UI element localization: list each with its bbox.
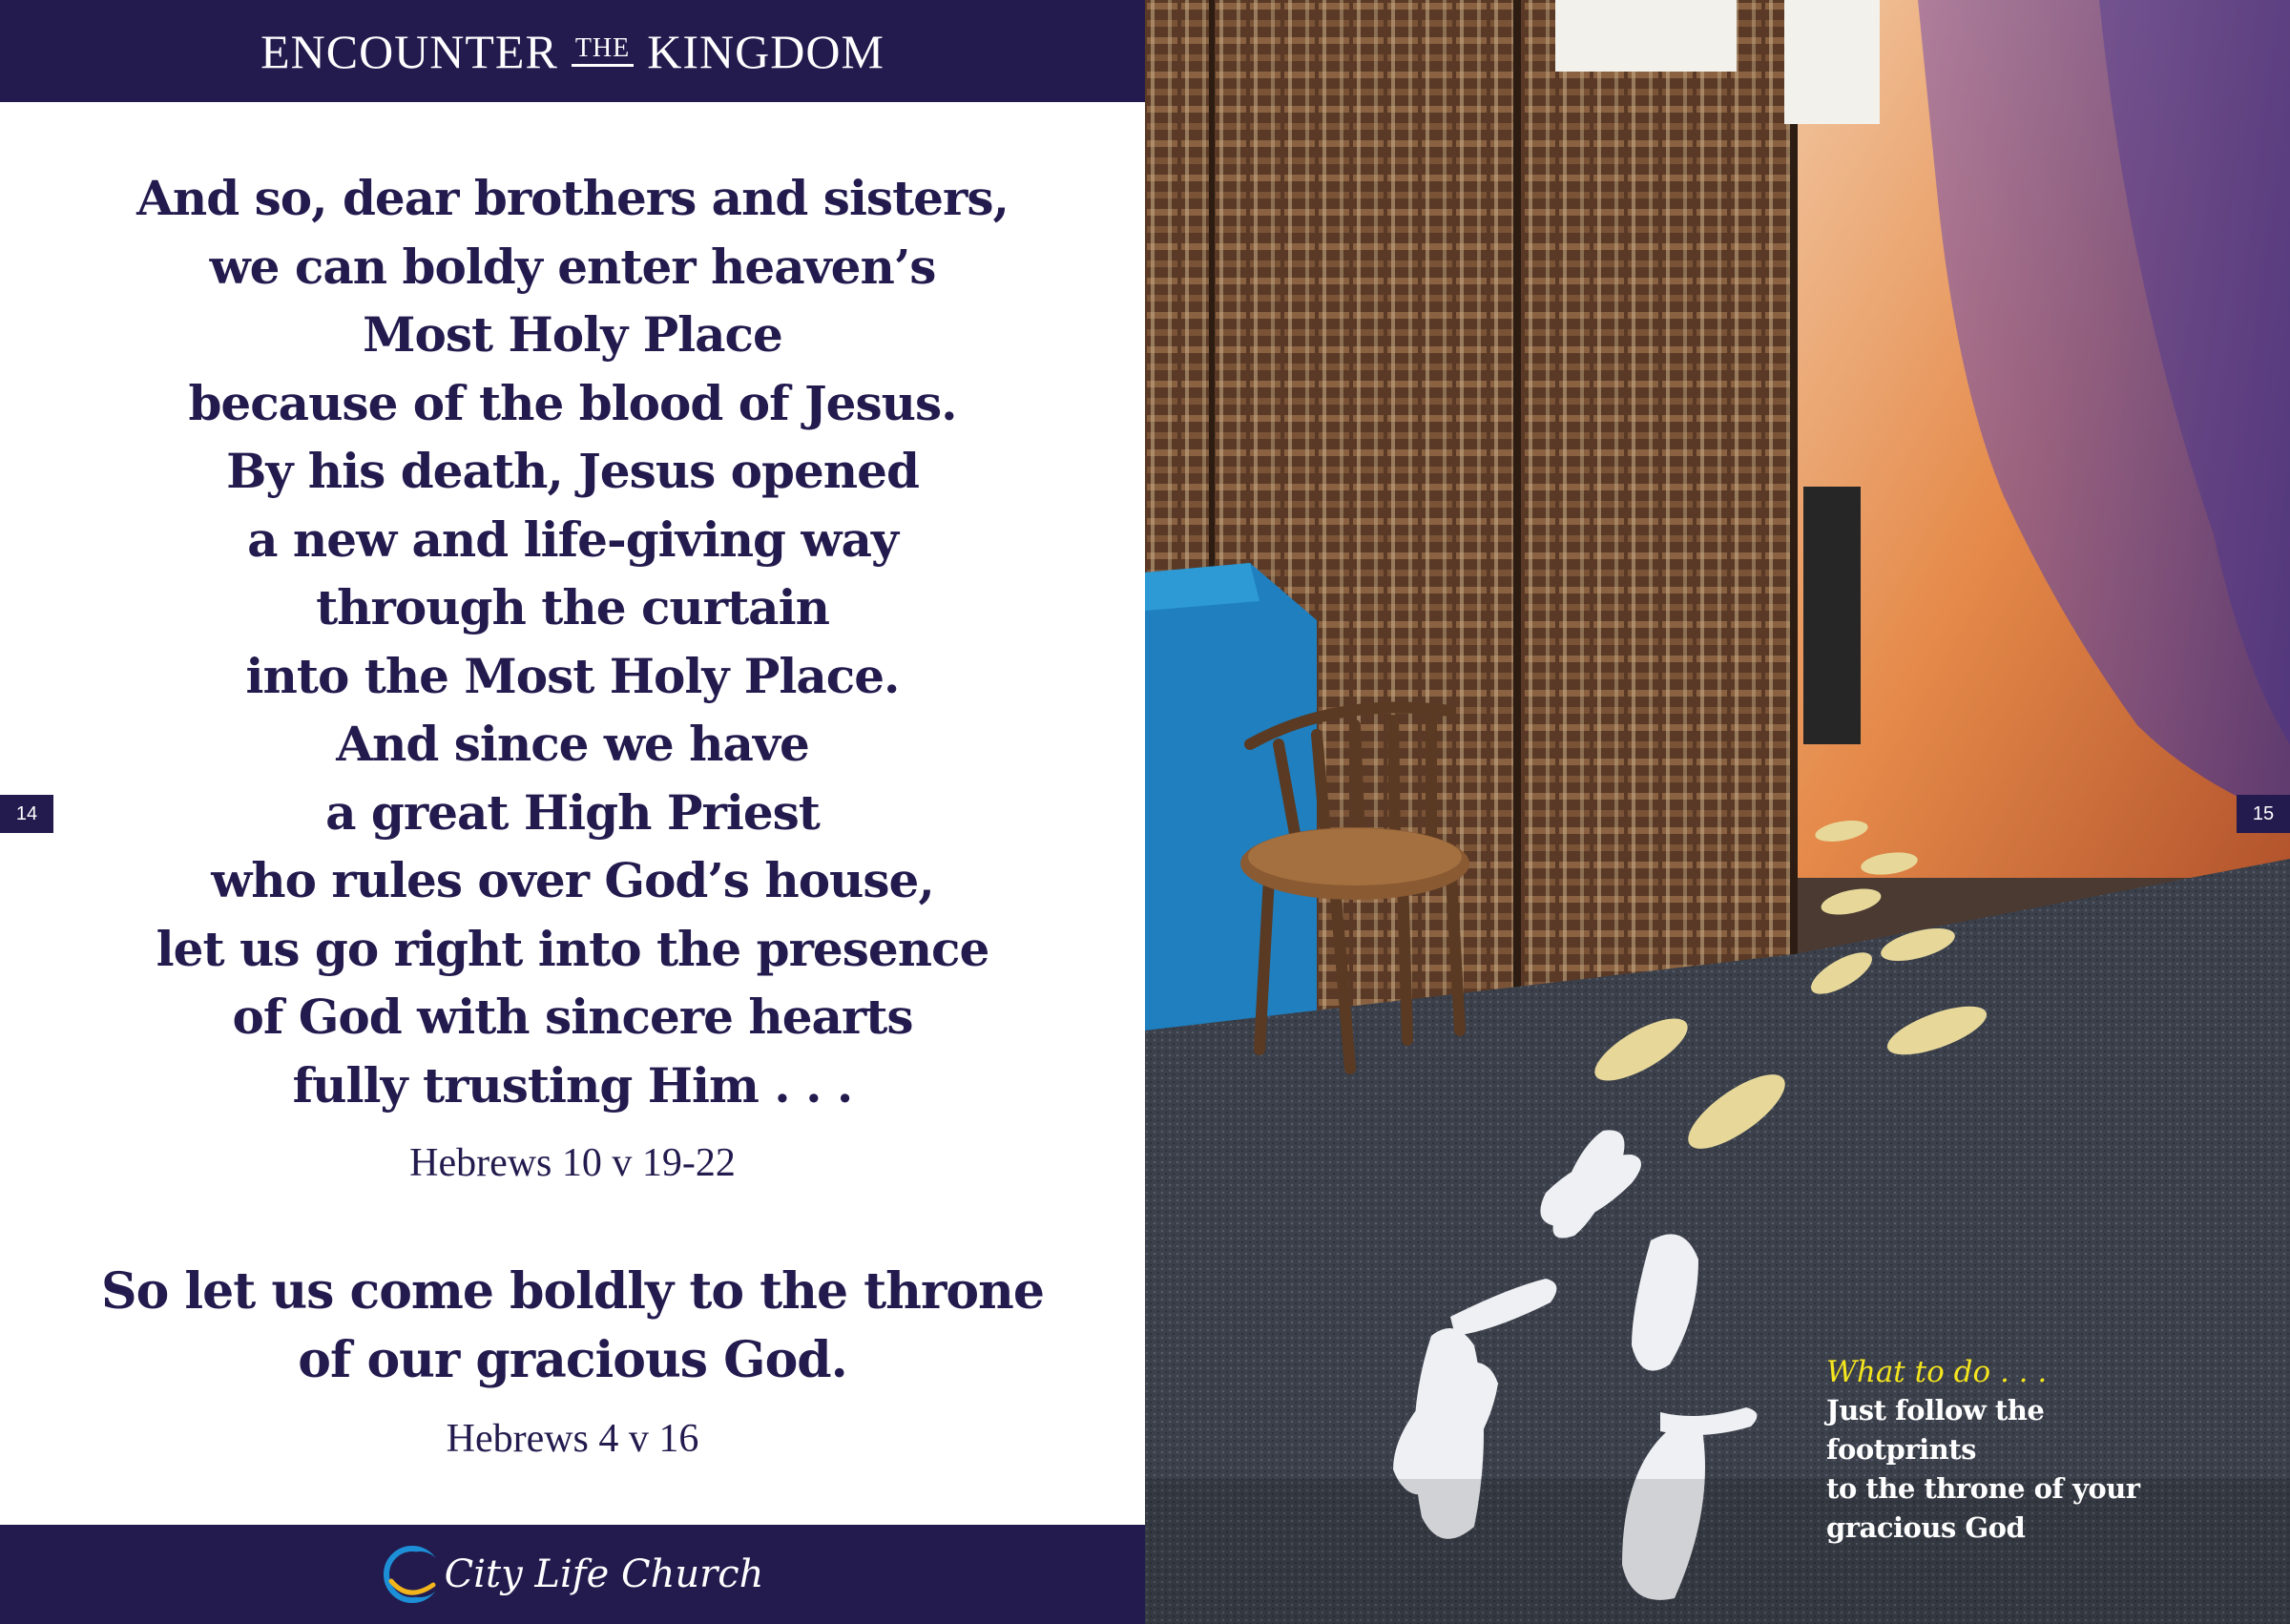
passage-line: By his death, Jesus opened <box>226 443 919 499</box>
what-to-do-caption <box>1826 1353 2189 1548</box>
caption-line: gracious God <box>1826 1511 2026 1544</box>
passage-line: of God with sincere hearts <box>232 989 913 1045</box>
passage-1-text <box>0 164 1145 1119</box>
footer-bar <box>0 1525 1145 1624</box>
logo-word-encounter: ENCOUNTER <box>260 24 558 78</box>
caption-line: to the throne of your <box>1826 1472 2140 1505</box>
passage-line: let us go right into the presence <box>156 920 989 977</box>
passage-2-text <box>0 1258 1145 1395</box>
passage-1-reference: Hebrews 10 v 19-22 <box>409 1141 736 1185</box>
caption-body <box>1826 1391 2189 1548</box>
passage-line: And since we have <box>336 716 809 772</box>
header-bar <box>0 0 1145 102</box>
scripture-passage-1 <box>0 164 1145 1186</box>
page-number-left: 14 <box>0 795 53 833</box>
passage-line: a great High Priest <box>325 783 820 841</box>
passage-line: who rules over God’s house, <box>211 852 934 908</box>
encounter-the-kingdom-logo <box>260 24 885 79</box>
caption-line: Just follow the footprints <box>1826 1394 2045 1466</box>
passage-line: a new and life-giving way <box>247 510 898 568</box>
passage-line: fully trusting Him . . . <box>292 1056 853 1114</box>
passage-line: So let us come boldly to the throne <box>101 1262 1044 1321</box>
crescent-swoosh-icon <box>382 1543 439 1606</box>
logo-word-the: THE <box>572 35 634 67</box>
passage-line: we can boldy enter heaven’s <box>209 238 936 295</box>
passage-line: of our gracious God. <box>298 1331 847 1389</box>
logo-word-kingdom: KINGDOM <box>647 24 885 78</box>
passage-line: into the Most Holy Place. <box>245 647 900 704</box>
passage-line: Most Holy Place <box>363 306 782 363</box>
city-life-church-logo <box>382 1543 764 1606</box>
passage-2-reference: Hebrews 4 v 16 <box>446 1417 699 1461</box>
page-number-right: 15 <box>2237 795 2290 833</box>
passage-line: because of the blood of Jesus. <box>188 374 957 431</box>
caption-heading: What to do . . . <box>1826 1355 2048 1389</box>
passage-line: through the curtain <box>316 579 829 635</box>
church-name: City Life Church <box>444 1552 764 1596</box>
passage-line: And so, dear brothers and sisters, <box>136 170 1009 226</box>
scripture-passage-2 <box>0 1258 1145 1462</box>
